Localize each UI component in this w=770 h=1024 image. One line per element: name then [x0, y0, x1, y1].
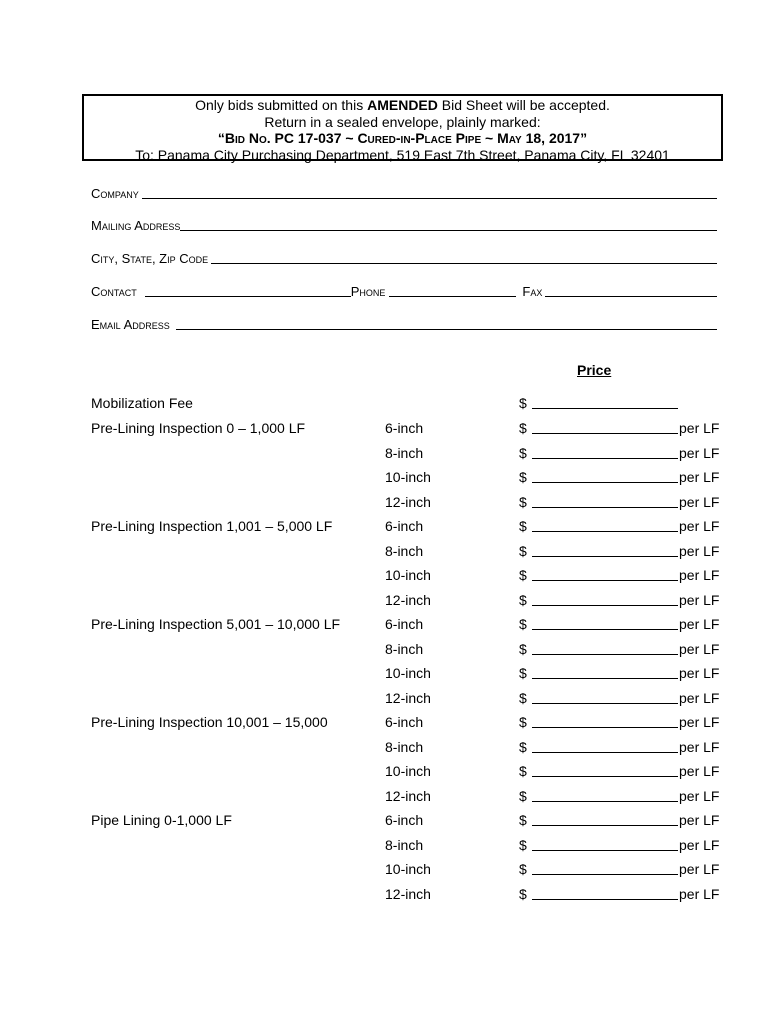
- pipe-size-label: 8-inch: [385, 739, 424, 755]
- price-input[interactable]: [532, 873, 678, 875]
- email-label: Email Address: [91, 317, 170, 332]
- dollar-sign: $: [519, 543, 527, 559]
- pipe-size-label: 8-inch: [385, 641, 424, 657]
- item-pipe-lining-0-1000: Pipe Lining 0-1,000 LF: [91, 812, 232, 828]
- dollar-sign: $: [519, 763, 527, 779]
- price-input[interactable]: [532, 432, 678, 434]
- dollar-sign: $: [519, 616, 527, 632]
- item-pre-lining-1001-5000: Pre-Lining Inspection 1,001 – 5,000 LF: [91, 518, 333, 534]
- unit-label: per LF: [679, 812, 720, 828]
- item-mobilization-fee: Mobilization Fee: [91, 395, 193, 411]
- email-field-row: [91, 314, 717, 332]
- unit-label: per LF: [679, 837, 720, 853]
- city-state-zip-field[interactable]: [211, 262, 717, 264]
- mailing-address-field-row: [91, 215, 717, 233]
- price-input[interactable]: [532, 506, 678, 508]
- dollar-sign: $: [519, 567, 527, 583]
- unit-label: per LF: [679, 714, 720, 730]
- dollar-sign: $: [519, 812, 527, 828]
- dollar-sign: $: [519, 494, 527, 510]
- unit-label: per LF: [679, 690, 720, 706]
- bid-marking: “Bid No. PC 17-037 ~ Cured-in-Place Pipe ~ May 18, 2017”: [217, 130, 588, 147]
- price-cell: [519, 860, 724, 878]
- pipe-size-label: 6-inch: [385, 420, 424, 436]
- unit-label: per LF: [679, 592, 720, 608]
- price-input[interactable]: [532, 628, 678, 630]
- email-field[interactable]: [176, 328, 717, 330]
- item-pre-lining-10001-15000: Pre-Lining Inspection 10,001 – 15,000: [91, 714, 328, 730]
- price-cell: [519, 738, 724, 756]
- amended-emphasis: AMENDED: [367, 97, 438, 113]
- price-input[interactable]: [532, 530, 678, 532]
- pipe-size-label: 10-inch: [385, 469, 431, 485]
- item-pre-lining-0-1000: Pre-Lining Inspection 0 – 1,000 LF: [91, 420, 306, 436]
- price-input[interactable]: [532, 653, 678, 655]
- dollar-sign: $: [519, 445, 527, 461]
- pipe-size-label: 12-inch: [385, 788, 431, 804]
- price-cell: [519, 615, 724, 633]
- fax-field[interactable]: [545, 295, 717, 297]
- dollar-sign: $: [519, 395, 527, 411]
- price-cell: [519, 885, 724, 903]
- dollar-sign: $: [519, 886, 527, 902]
- notice-line-1: Only bids submitted on this AMENDED Bid Sheet will be accepted.: [195, 97, 610, 113]
- unit-label: per LF: [679, 739, 720, 755]
- price-input[interactable]: [532, 579, 678, 581]
- dollar-sign: $: [519, 592, 527, 608]
- dollar-sign: $: [519, 420, 527, 436]
- pipe-size-label: 12-inch: [385, 592, 431, 608]
- price-cell: [519, 640, 724, 658]
- contact-field-row: [91, 281, 717, 299]
- price-column-header: Price: [577, 362, 612, 378]
- price-cell: [519, 664, 724, 682]
- unit-label: per LF: [679, 543, 720, 559]
- city-state-zip-field-row: [91, 248, 717, 266]
- price-cell: [519, 566, 724, 584]
- unit-label: per LF: [679, 469, 720, 485]
- item-pre-lining-5001-10000: Pre-Lining Inspection 5,001 – 10,000 LF: [91, 616, 341, 632]
- price-input[interactable]: [532, 457, 678, 459]
- pipe-size-label: 10-inch: [385, 567, 431, 583]
- price-input[interactable]: [532, 555, 678, 557]
- dollar-sign: $: [519, 518, 527, 534]
- price-cell: [519, 787, 724, 805]
- dollar-sign: $: [519, 837, 527, 853]
- price-cell: [519, 468, 724, 486]
- unit-label: per LF: [679, 641, 720, 657]
- price-input[interactable]: [532, 481, 678, 483]
- price-input[interactable]: [532, 849, 678, 851]
- price-input[interactable]: [532, 751, 678, 753]
- price-cell: [519, 713, 724, 731]
- price-input[interactable]: [532, 407, 678, 409]
- phone-label: Phone: [350, 284, 386, 299]
- price-cell: [519, 689, 724, 707]
- price-input[interactable]: [532, 824, 678, 826]
- unit-label: per LF: [679, 445, 720, 461]
- contact-field[interactable]: [145, 295, 351, 297]
- pipe-size-label: 8-inch: [385, 445, 424, 461]
- notice-line-2: Return in a sealed envelope, plainly marked:: [264, 113, 541, 130]
- price-cell: [519, 811, 724, 829]
- price-cell: [519, 394, 724, 412]
- unit-label: per LF: [679, 616, 720, 632]
- fax-label: Fax: [522, 284, 543, 299]
- price-cell: [519, 836, 724, 854]
- price-cell: [519, 762, 724, 780]
- unit-label: per LF: [679, 788, 720, 804]
- price-input[interactable]: [532, 726, 678, 728]
- pipe-size-label: 12-inch: [385, 690, 431, 706]
- pipe-size-label: 6-inch: [385, 714, 424, 730]
- pipe-size-label: 10-inch: [385, 763, 431, 779]
- dollar-sign: $: [519, 788, 527, 804]
- pipe-size-label: 6-inch: [385, 518, 424, 534]
- dollar-sign: $: [519, 469, 527, 485]
- price-input[interactable]: [532, 677, 678, 679]
- price-input[interactable]: [532, 604, 678, 606]
- price-cell: [519, 517, 724, 535]
- dollar-sign: $: [519, 739, 527, 755]
- company-field[interactable]: [142, 197, 717, 199]
- mailing-address-field[interactable]: [180, 229, 717, 231]
- city-state-zip-label: City, State, Zip Code: [91, 251, 209, 266]
- dollar-sign: $: [519, 861, 527, 877]
- company-label: Company: [91, 186, 139, 201]
- dollar-sign: $: [519, 714, 527, 730]
- price-cell: [519, 419, 724, 437]
- pipe-size-label: 12-inch: [385, 494, 431, 510]
- pipe-size-label: 8-inch: [385, 543, 424, 559]
- pipe-size-label: 10-inch: [385, 861, 431, 877]
- unit-label: per LF: [679, 567, 720, 583]
- price-cell: [519, 444, 724, 462]
- phone-field[interactable]: [389, 295, 516, 297]
- bid-notice-box: [82, 94, 723, 161]
- dollar-sign: $: [519, 665, 527, 681]
- price-input[interactable]: [532, 800, 678, 802]
- price-input[interactable]: [532, 702, 678, 704]
- unit-label: per LF: [679, 494, 720, 510]
- contact-label: Contact: [91, 284, 137, 299]
- mailing-address-label: Mailing Address: [91, 218, 181, 233]
- pipe-size-label: 6-inch: [385, 812, 424, 828]
- company-field-row: [91, 183, 717, 201]
- unit-label: per LF: [679, 518, 720, 534]
- price-cell: [519, 542, 724, 560]
- pipe-size-label: 8-inch: [385, 837, 424, 853]
- pipe-size-label: 6-inch: [385, 616, 424, 632]
- dollar-sign: $: [519, 641, 527, 657]
- pipe-size-label: 12-inch: [385, 886, 431, 902]
- price-cell: [519, 493, 724, 511]
- pipe-size-label: 10-inch: [385, 665, 431, 681]
- price-cell: [519, 591, 724, 609]
- delivery-address: To: Panama City Purchasing Department, 519 East 7th Street, Panama City, FL 32401: [135, 146, 670, 163]
- unit-label: per LF: [679, 763, 720, 779]
- unit-label: per LF: [679, 861, 720, 877]
- unit-label: per LF: [679, 420, 720, 436]
- unit-label: per LF: [679, 665, 720, 681]
- price-input[interactable]: [532, 775, 678, 777]
- price-input[interactable]: [532, 898, 678, 900]
- dollar-sign: $: [519, 690, 527, 706]
- unit-label: per LF: [679, 886, 720, 902]
